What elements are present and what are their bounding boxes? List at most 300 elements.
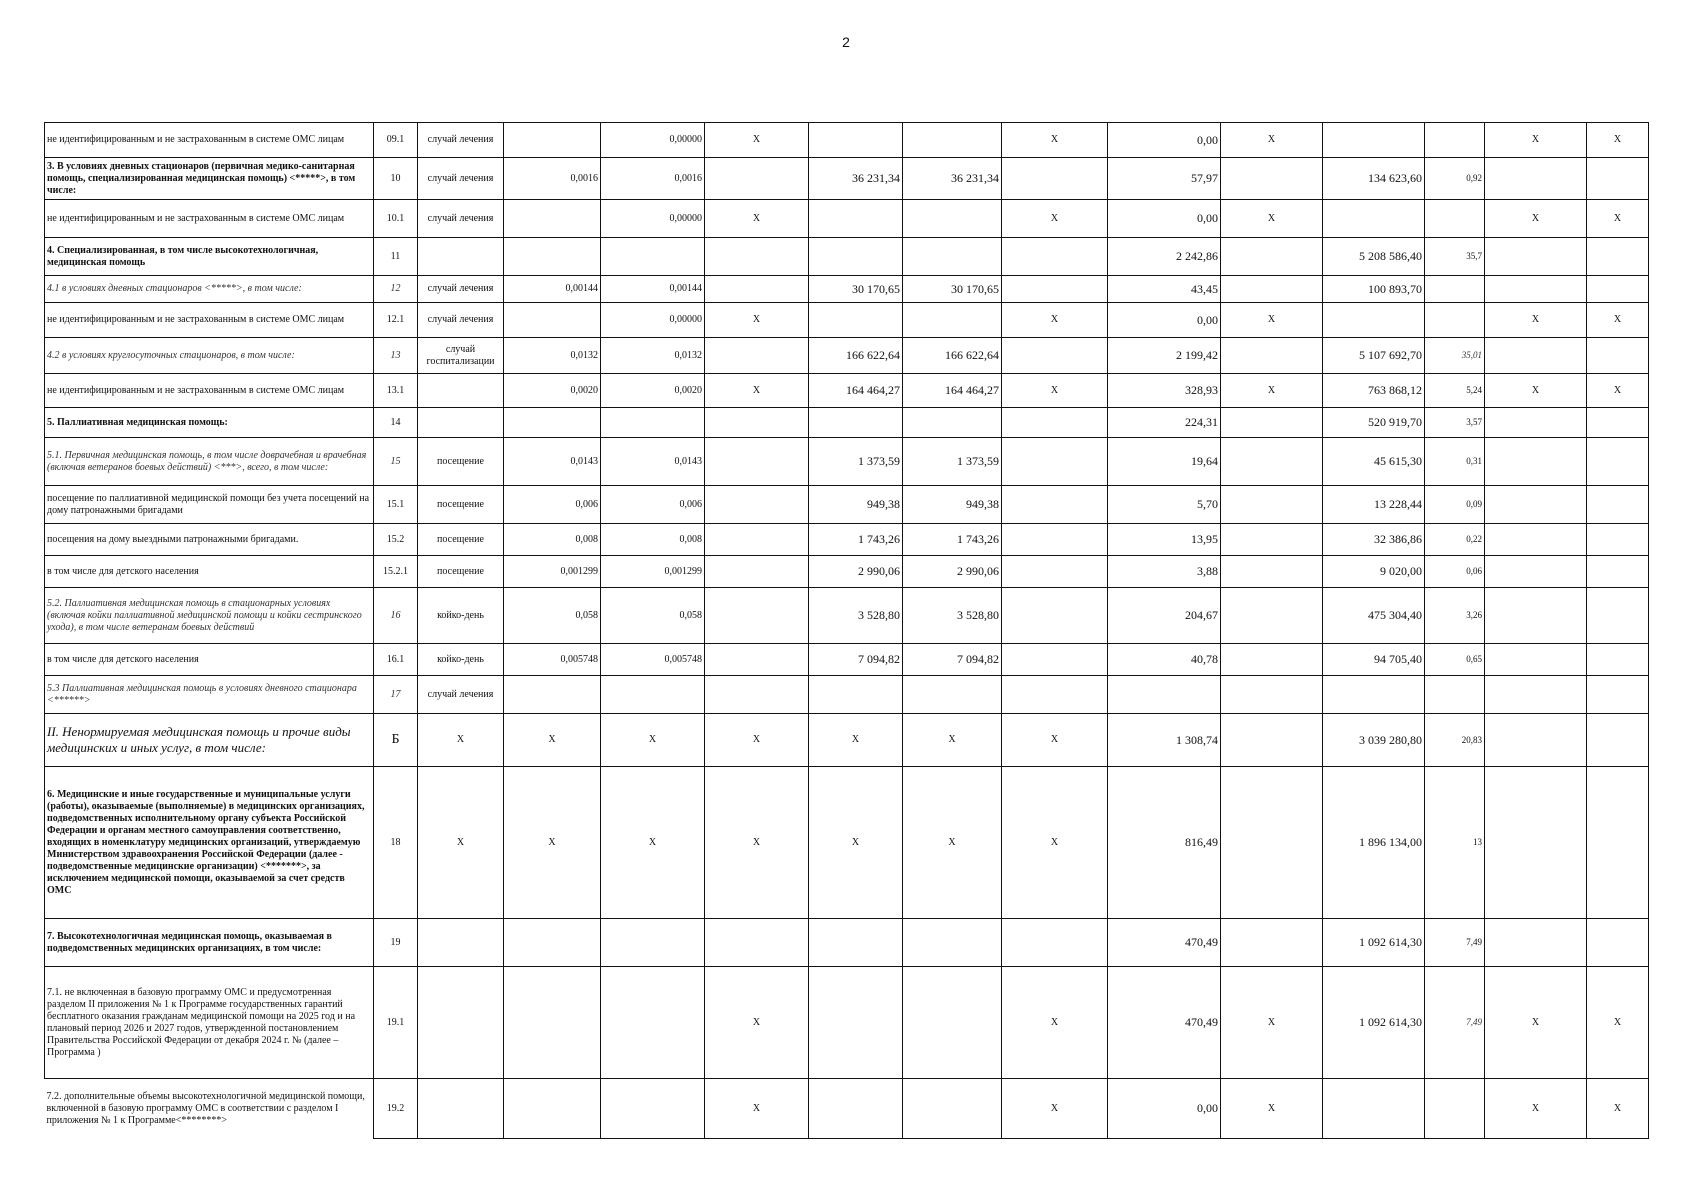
value-cell: 2 242,86 xyxy=(1108,238,1221,276)
value-cell: 0,058 xyxy=(601,588,705,644)
value-cell xyxy=(809,408,903,438)
value-cell: 13 228,44 xyxy=(1323,486,1425,524)
value-cell: 0,0143 xyxy=(504,438,601,486)
value-cell xyxy=(1323,123,1425,158)
unit-cell: случай лечения xyxy=(418,200,504,238)
value-cell: 949,38 xyxy=(903,486,1002,524)
value-cell: 0,00000 xyxy=(601,123,705,158)
value-cell: 2 990,06 xyxy=(903,556,1002,588)
value-cell: 0,005748 xyxy=(601,644,705,676)
value-cell: 43,45 xyxy=(1108,276,1221,303)
unit-cell xyxy=(418,919,504,967)
table-row xyxy=(45,524,1649,556)
value-cell: 949,38 xyxy=(809,486,903,524)
value-cell: 36 231,34 xyxy=(809,158,903,200)
value-cell xyxy=(1221,919,1323,967)
value-cell xyxy=(809,238,903,276)
value-cell: X xyxy=(705,767,809,919)
value-cell: X xyxy=(1587,967,1649,1079)
value-cell xyxy=(1002,919,1108,967)
value-cell: 0,0132 xyxy=(504,338,601,374)
value-cell xyxy=(1587,767,1649,919)
row-name-cell: посещения на дому выездными патронажными бригадами. xyxy=(45,524,374,556)
value-cell xyxy=(903,238,1002,276)
unit-cell: случай лечения xyxy=(418,123,504,158)
value-cell: X xyxy=(705,200,809,238)
table-row xyxy=(45,303,1649,338)
value-cell: 0,00 xyxy=(1108,123,1221,158)
value-cell xyxy=(1485,676,1587,714)
value-cell: 0,001299 xyxy=(504,556,601,588)
value-cell xyxy=(1485,556,1587,588)
unit-cell xyxy=(418,238,504,276)
value-cell: X xyxy=(1587,200,1649,238)
value-cell xyxy=(1587,524,1649,556)
value-cell: X xyxy=(1221,967,1323,1079)
value-cell: 0,058 xyxy=(504,588,601,644)
table-row xyxy=(45,556,1649,588)
unit-cell: X xyxy=(418,767,504,919)
value-cell: X xyxy=(504,714,601,767)
share-cell: 0,65 xyxy=(1425,644,1485,676)
row-name-cell: посещение по паллиативной медицинской помощи без учета посещений на дому патронажными бригадами xyxy=(45,486,374,524)
value-cell xyxy=(504,303,601,338)
row-code-cell: 19 xyxy=(374,919,418,967)
value-cell: 1 896 134,00 xyxy=(1323,767,1425,919)
value-cell: X xyxy=(705,374,809,408)
row-name-cell: не идентифицированным и не застрахованным в системе ОМС лицам xyxy=(45,374,374,408)
value-cell: 166 622,64 xyxy=(903,338,1002,374)
row-code-cell: 15.2 xyxy=(374,524,418,556)
row-name-cell: 4.2 в условиях круглосуточных стационаров, в том числе: xyxy=(45,338,374,374)
share-cell: 20,83 xyxy=(1425,714,1485,767)
value-cell xyxy=(1485,714,1587,767)
value-cell: 30 170,65 xyxy=(903,276,1002,303)
value-cell: 0,005748 xyxy=(504,644,601,676)
value-cell: 5 208 586,40 xyxy=(1323,238,1425,276)
value-cell: X xyxy=(1002,1079,1108,1139)
row-code-cell: 12 xyxy=(374,276,418,303)
row-name-cell: 5.3 Паллиативная медицинская помощь в условиях дневного стационара <******> xyxy=(45,676,374,714)
value-cell: 7 094,82 xyxy=(809,644,903,676)
row-code-cell: 18 xyxy=(374,767,418,919)
value-cell xyxy=(903,967,1002,1079)
page-number: 2 xyxy=(842,34,850,50)
value-cell: 9 020,00 xyxy=(1323,556,1425,588)
value-cell xyxy=(504,408,601,438)
row-code-cell: 17 xyxy=(374,676,418,714)
value-cell xyxy=(1221,338,1323,374)
value-cell: X xyxy=(504,767,601,919)
value-cell xyxy=(705,408,809,438)
table-row xyxy=(45,919,1649,967)
row-code-cell: 10 xyxy=(374,158,418,200)
value-cell xyxy=(504,967,601,1079)
value-cell: X xyxy=(601,767,705,919)
row-name-cell: 5.2. Паллиативная медицинская помощь в стационарных условиях (включая койки паллиативной медицинской помощи и койки сестринского ухода), в том числе ветеранам боевых действий xyxy=(45,588,374,644)
value-cell: 328,93 xyxy=(1108,374,1221,408)
value-cell: 19,64 xyxy=(1108,438,1221,486)
value-cell xyxy=(705,238,809,276)
share-cell: 7,49 xyxy=(1425,967,1485,1079)
value-cell: 0,00144 xyxy=(504,276,601,303)
value-cell xyxy=(705,158,809,200)
value-cell: 2 990,06 xyxy=(809,556,903,588)
share-cell xyxy=(1425,1079,1485,1139)
value-cell: X xyxy=(1587,123,1649,158)
value-cell xyxy=(601,1079,705,1139)
value-cell xyxy=(1221,556,1323,588)
value-cell: 2 199,42 xyxy=(1108,338,1221,374)
value-cell xyxy=(705,919,809,967)
value-cell xyxy=(1485,524,1587,556)
share-cell xyxy=(1425,200,1485,238)
row-name-cell: в том числе для детского населения xyxy=(45,644,374,676)
value-cell xyxy=(1221,767,1323,919)
share-cell: 0,31 xyxy=(1425,438,1485,486)
value-cell: X xyxy=(1485,123,1587,158)
value-cell: 1 092 614,30 xyxy=(1323,967,1425,1079)
value-cell: 3 528,80 xyxy=(809,588,903,644)
value-cell xyxy=(504,123,601,158)
table-row xyxy=(45,1079,1649,1139)
row-name-cell: 6. Медицинские и иные государственные и муниципальные услуги (работы), оказываемые (выполняемые) в медицинских организациях, подведомственных исполнительному органу субъекта Российской Федерации и органам местного самоуправления соответственно, входящих в номенклатуру медицинских организаций, утверждаемую Министерством здравоохранения Российской Федерации (далее - подведомственные медицинские организации) <*******>, за исключением медицинской помощи, оказываемой за счет средств ОМС xyxy=(45,767,374,919)
value-cell xyxy=(1587,588,1649,644)
table-row xyxy=(45,486,1649,524)
unit-cell xyxy=(418,967,504,1079)
table-row xyxy=(45,123,1649,158)
row-code-cell: 15.2.1 xyxy=(374,556,418,588)
value-cell xyxy=(1485,588,1587,644)
value-cell: 1 373,59 xyxy=(903,438,1002,486)
value-cell xyxy=(1221,158,1323,200)
value-cell: X xyxy=(1221,200,1323,238)
share-cell xyxy=(1425,303,1485,338)
value-cell xyxy=(1587,486,1649,524)
table-row xyxy=(45,338,1649,374)
unit-cell: койко-день xyxy=(418,644,504,676)
value-cell: 204,67 xyxy=(1108,588,1221,644)
row-code-cell: 09.1 xyxy=(374,123,418,158)
value-cell: X xyxy=(1485,303,1587,338)
value-cell: 0,00 xyxy=(1108,1079,1221,1139)
value-cell xyxy=(1221,438,1323,486)
value-cell xyxy=(705,644,809,676)
value-cell xyxy=(903,200,1002,238)
unit-cell: случай лечения xyxy=(418,158,504,200)
value-cell xyxy=(601,676,705,714)
table-row xyxy=(45,276,1649,303)
table-row xyxy=(45,158,1649,200)
value-cell: 0,0132 xyxy=(601,338,705,374)
value-cell: X xyxy=(1002,967,1108,1079)
table-row xyxy=(45,438,1649,486)
row-name-cell: 7. Высокотехнологичная медицинская помощь, оказываемая в подведомственных медицинских организациях, в том числе: xyxy=(45,919,374,967)
table-row xyxy=(45,408,1649,438)
value-cell: X xyxy=(1587,374,1649,408)
value-cell xyxy=(1485,767,1587,919)
value-cell: 166 622,64 xyxy=(809,338,903,374)
value-cell xyxy=(1221,588,1323,644)
row-code-cell: 15.1 xyxy=(374,486,418,524)
value-cell: X xyxy=(705,714,809,767)
value-cell xyxy=(809,1079,903,1139)
value-cell xyxy=(1587,438,1649,486)
value-cell xyxy=(705,676,809,714)
value-cell: 1 373,59 xyxy=(809,438,903,486)
value-cell xyxy=(903,408,1002,438)
share-cell xyxy=(1425,676,1485,714)
value-cell: 0,00 xyxy=(1108,200,1221,238)
value-cell: 0,0020 xyxy=(601,374,705,408)
value-cell xyxy=(705,524,809,556)
value-cell xyxy=(809,200,903,238)
row-name-cell: не идентифицированным и не застрахованным в системе ОМС лицам xyxy=(45,123,374,158)
value-cell xyxy=(504,1079,601,1139)
value-cell: 94 705,40 xyxy=(1323,644,1425,676)
unit-cell xyxy=(418,408,504,438)
table-row xyxy=(45,374,1649,408)
value-cell: X xyxy=(1485,967,1587,1079)
row-code-cell: 16 xyxy=(374,588,418,644)
value-cell xyxy=(1323,303,1425,338)
value-cell xyxy=(1002,338,1108,374)
value-cell: 1 308,74 xyxy=(1108,714,1221,767)
value-cell: 816,49 xyxy=(1108,767,1221,919)
value-cell: X xyxy=(1002,303,1108,338)
value-cell xyxy=(809,967,903,1079)
value-cell xyxy=(903,1079,1002,1139)
row-name-cell: 4.1 в условиях дневных стационаров <*****>, в том числе: xyxy=(45,276,374,303)
value-cell xyxy=(1485,644,1587,676)
value-cell: 3 039 280,80 xyxy=(1323,714,1425,767)
value-cell: 164 464,27 xyxy=(809,374,903,408)
share-cell xyxy=(1425,276,1485,303)
value-cell: 0,008 xyxy=(601,524,705,556)
table-row xyxy=(45,676,1649,714)
value-cell xyxy=(504,238,601,276)
value-cell: 0,006 xyxy=(504,486,601,524)
value-cell xyxy=(1485,276,1587,303)
value-cell xyxy=(1587,556,1649,588)
value-cell xyxy=(1587,676,1649,714)
value-cell xyxy=(903,303,1002,338)
value-cell xyxy=(1221,238,1323,276)
table-row xyxy=(45,238,1649,276)
unit-cell: случай лечения xyxy=(418,276,504,303)
value-cell: X xyxy=(809,767,903,919)
value-cell: X xyxy=(1002,123,1108,158)
value-cell: 32 386,86 xyxy=(1323,524,1425,556)
value-cell: X xyxy=(1002,374,1108,408)
value-cell xyxy=(1587,408,1649,438)
value-cell xyxy=(705,438,809,486)
value-cell xyxy=(1002,524,1108,556)
row-name-cell: 7.2. дополнительные объемы высокотехнологичной медицинской помощи, включенной в базовую программу ОМС в соответствии с разделом I приложения № 1 к Программе<********> xyxy=(45,1079,374,1139)
value-cell xyxy=(705,588,809,644)
share-cell: 7,49 xyxy=(1425,919,1485,967)
value-cell xyxy=(1221,276,1323,303)
table-row xyxy=(45,967,1649,1079)
share-cell: 3,57 xyxy=(1425,408,1485,438)
value-cell xyxy=(601,408,705,438)
value-cell: X xyxy=(1221,374,1323,408)
value-cell xyxy=(1221,524,1323,556)
value-cell: X xyxy=(809,714,903,767)
share-cell: 5,24 xyxy=(1425,374,1485,408)
value-cell xyxy=(1587,644,1649,676)
value-cell: 40,78 xyxy=(1108,644,1221,676)
value-cell xyxy=(1323,200,1425,238)
value-cell xyxy=(1221,676,1323,714)
value-cell: 1 743,26 xyxy=(809,524,903,556)
value-cell xyxy=(1587,158,1649,200)
value-cell xyxy=(1485,919,1587,967)
value-cell: 520 919,70 xyxy=(1323,408,1425,438)
unit-cell: посещение xyxy=(418,486,504,524)
value-cell: X xyxy=(1485,374,1587,408)
value-cell xyxy=(809,676,903,714)
value-cell: X xyxy=(1002,714,1108,767)
row-name-cell: II. Ненормируемая медицинская помощь и прочие виды медицинских и иных услуг, в том числе: xyxy=(45,714,374,767)
value-cell: X xyxy=(1485,200,1587,238)
row-name-cell: 3. В условиях дневных стационаров (первичная медико-санитарная помощь, специализированная медицинская помощь) <*****>, в том числе: xyxy=(45,158,374,200)
value-cell: X xyxy=(601,714,705,767)
row-name-cell: 5. Паллиативная медицинская помощь: xyxy=(45,408,374,438)
row-name-cell: 7.1. не включенная в базовую программу ОМС и предусмотренная разделом II приложения № 1 к Программе государственных гарантий бесплатного оказания гражданам медицинской помощи на 2025 год и на плановый период 2026 и 2027 годов, утвержденной постановлением Правительства Российской Федерации от декабря 2024 г. № (далее – Программа ) xyxy=(45,967,374,1079)
value-cell: X xyxy=(1221,1079,1323,1139)
value-cell: 57,97 xyxy=(1108,158,1221,200)
value-cell xyxy=(1002,644,1108,676)
value-cell xyxy=(1587,338,1649,374)
unit-cell: посещение xyxy=(418,524,504,556)
table-row xyxy=(45,714,1649,767)
value-cell xyxy=(1002,238,1108,276)
value-cell: 763 868,12 xyxy=(1323,374,1425,408)
value-cell: 0,006 xyxy=(601,486,705,524)
row-code-cell: 11 xyxy=(374,238,418,276)
row-code-cell: 13.1 xyxy=(374,374,418,408)
unit-cell: койко-день xyxy=(418,588,504,644)
value-cell: 5,70 xyxy=(1108,486,1221,524)
value-cell: 45 615,30 xyxy=(1323,438,1425,486)
value-cell xyxy=(1221,408,1323,438)
value-cell: 7 094,82 xyxy=(903,644,1002,676)
table-row xyxy=(45,588,1649,644)
value-cell xyxy=(1108,676,1221,714)
value-cell: 100 893,70 xyxy=(1323,276,1425,303)
share-cell: 3,26 xyxy=(1425,588,1485,644)
value-cell xyxy=(705,338,809,374)
value-cell: 164 464,27 xyxy=(903,374,1002,408)
value-cell: 0,0016 xyxy=(504,158,601,200)
share-cell: 0,09 xyxy=(1425,486,1485,524)
row-code-cell: 12.1 xyxy=(374,303,418,338)
value-cell xyxy=(1587,714,1649,767)
value-cell: 0,0016 xyxy=(601,158,705,200)
unit-cell: случай госпитализации xyxy=(418,338,504,374)
value-cell: 0,008 xyxy=(504,524,601,556)
value-cell xyxy=(504,200,601,238)
value-cell xyxy=(504,919,601,967)
value-cell: X xyxy=(705,1079,809,1139)
value-cell xyxy=(1002,556,1108,588)
value-cell: 0,0143 xyxy=(601,438,705,486)
value-cell xyxy=(903,123,1002,158)
value-cell: X xyxy=(1002,200,1108,238)
share-cell: 0,06 xyxy=(1425,556,1485,588)
value-cell: 0,00000 xyxy=(601,303,705,338)
value-cell xyxy=(1587,919,1649,967)
data-table xyxy=(44,122,1649,1139)
value-cell xyxy=(1485,158,1587,200)
value-cell: X xyxy=(1587,1079,1649,1139)
value-cell xyxy=(1002,408,1108,438)
value-cell: 13,95 xyxy=(1108,524,1221,556)
value-cell xyxy=(809,123,903,158)
table-row xyxy=(45,200,1649,238)
value-cell xyxy=(504,676,601,714)
value-cell xyxy=(705,276,809,303)
value-cell xyxy=(1002,276,1108,303)
value-cell xyxy=(903,919,1002,967)
value-cell xyxy=(1485,438,1587,486)
value-cell: 0,001299 xyxy=(601,556,705,588)
unit-cell: посещение xyxy=(418,438,504,486)
share-cell: 35,7 xyxy=(1425,238,1485,276)
value-cell xyxy=(1221,714,1323,767)
value-cell xyxy=(1485,338,1587,374)
value-cell xyxy=(1221,486,1323,524)
value-cell xyxy=(601,238,705,276)
unit-cell: случай лечения xyxy=(418,303,504,338)
row-code-cell: 15 xyxy=(374,438,418,486)
value-cell xyxy=(1323,676,1425,714)
value-cell: 1 743,26 xyxy=(903,524,1002,556)
value-cell: 1 092 614,30 xyxy=(1323,919,1425,967)
value-cell xyxy=(705,556,809,588)
value-cell: 0,00 xyxy=(1108,303,1221,338)
row-code-cell: 19.2 xyxy=(374,1079,418,1139)
table-row xyxy=(45,767,1649,919)
share-cell xyxy=(1425,123,1485,158)
value-cell: X xyxy=(705,123,809,158)
row-name-cell: в том числе для детского населения xyxy=(45,556,374,588)
row-name-cell: 4. Специализированная, в том числе высокотехнологичная, медицинская помощь xyxy=(45,238,374,276)
value-cell xyxy=(705,486,809,524)
value-cell xyxy=(1485,486,1587,524)
value-cell: X xyxy=(705,967,809,1079)
value-cell: 30 170,65 xyxy=(809,276,903,303)
value-cell: X xyxy=(705,303,809,338)
value-cell xyxy=(1587,276,1649,303)
value-cell: 470,49 xyxy=(1108,919,1221,967)
value-cell: X xyxy=(1587,303,1649,338)
unit-cell xyxy=(418,1079,504,1139)
value-cell xyxy=(1002,588,1108,644)
value-cell: 5 107 692,70 xyxy=(1323,338,1425,374)
value-cell: 0,00000 xyxy=(601,200,705,238)
value-cell: 0,0020 xyxy=(504,374,601,408)
value-cell: X xyxy=(903,767,1002,919)
share-cell: 0,92 xyxy=(1425,158,1485,200)
value-cell: X xyxy=(1221,123,1323,158)
value-cell: 134 623,60 xyxy=(1323,158,1425,200)
row-name-cell: не идентифицированным и не застрахованным в системе ОМС лицам xyxy=(45,303,374,338)
value-cell: X xyxy=(1485,1079,1587,1139)
value-cell: 475 304,40 xyxy=(1323,588,1425,644)
value-cell xyxy=(1323,1079,1425,1139)
